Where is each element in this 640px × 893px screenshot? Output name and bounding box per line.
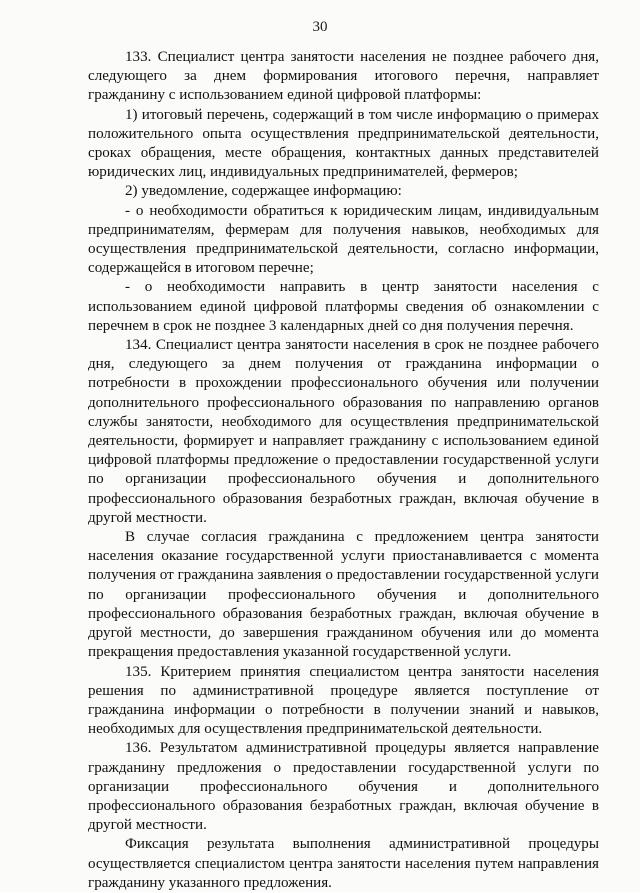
paragraph-135: 135. Критерием принятия специалистом центра занятости населения решения по административной процедуре является поступление от гражданина информации о потребности в получении знаний и навыков, необходимых для осуществления предпринимательской деятельности.: [88, 663, 599, 738]
paragraph-consent: В случае согласия гражданина с предложением центра занятости населения оказание государственной услуги приостанавливается с момента получения от гражданина заявления о предоставлении государственной услуги по организации профессионального обучения и дополнительного профессионального образования безработных граждан, включая обучение в другой местности, до завершения гражданином обучения или до момента прекращения предоставления указанной государственной услуги.: [88, 529, 599, 661]
paragraph-dash-item-1: - о необходимости обратиться к юридическим лицам, индивидуальным предпринимателям, фермерам для получения навыков, необходимых для осуществления предпринимательской деятельности, согласно информации, содержащейся в итоговом перечне;: [88, 202, 599, 277]
document-body: [88, 48, 599, 893]
paragraph-136: 136. Результатом административной процедуры является направление гражданину предложения о предоставлении государственной услуги по организации профессионального обучения и дополнительного профессионального образования безработных граждан, включая обучение в другой местности.: [88, 740, 599, 834]
page-number: 30: [312, 19, 328, 35]
paragraph-133: 133. Специалист центра занятости населения не позднее рабочего дня, следующего за днем формирования итогового перечня, направляет гражданину с использованием единой цифровой платформы:: [88, 49, 599, 104]
paragraph-list-item-1: 1) итоговый перечень, содержащий в том числе информацию о примерах положительного опыта осуществления предпринимательской деятельности, сроках обращения, месте обращения, контактных данных представителей юридических лиц, индивидуальных предпринимателей, фермеров;: [88, 106, 599, 181]
paragraph-fixation: Фиксация результата выполнения административной процедуры осуществляется специалистом центра занятости населения путем направления гражданину указанного предложения.: [88, 836, 599, 891]
paragraph-dash-item-2: - о необходимости направить в центр занятости населения с использованием единой цифровой платформы сведения об ознакомлении с перечнем в срок не позднее 3 календарных дней со дня получения перечня.: [88, 279, 599, 334]
paragraph-134: 134. Специалист центра занятости населения в срок не позднее рабочего дня, следующего за днем получения от гражданина информации о потребности в прохождении профессионального обучения или получении дополнительного профессионального образования по направлению органов службы занятости, необходимого для осуществления предпринимательской деятельности, формирует и направляет гражданину с использованием единой цифровой платформы предложение о предоставлении государственной услуги по организации профессионального обучения и дополнительного профессионального образования безработных граждан, включая обучение в другой местности.: [88, 337, 599, 526]
paragraph-list-item-2: 2) уведомление, содержащее информацию:: [125, 183, 402, 200]
